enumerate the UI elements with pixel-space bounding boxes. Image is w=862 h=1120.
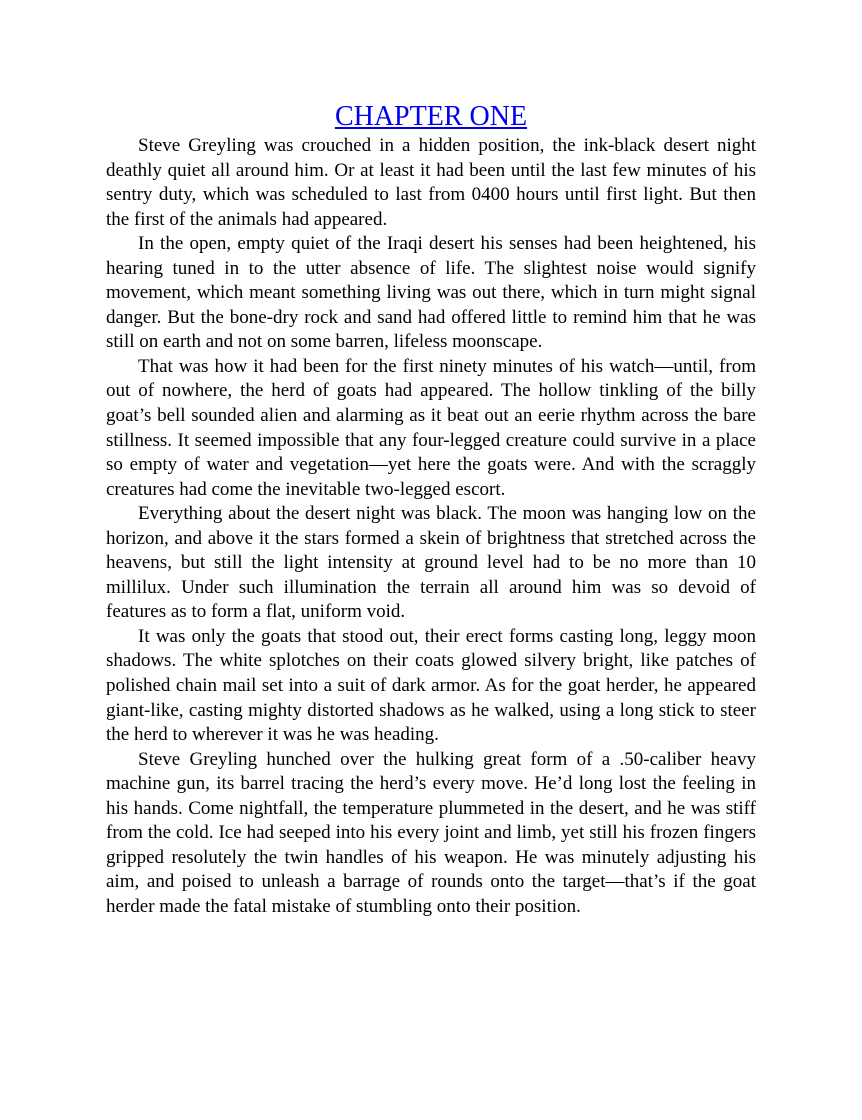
paragraph: In the open, empty quiet of the Iraqi desert his senses had been heightened, his hearing tuned in to the utter absence of life. The slightest noise would signify movement, which meant something living was out there, which in turn might signal danger. But the bone-dry rock and sand had offered little to remind him that he was still on earth and not on some barren, lifeless moonscape. xyxy=(106,233,756,353)
document-page xyxy=(106,100,756,920)
chapter-title-link[interactable]: CHAPTER ONE xyxy=(334,101,528,132)
paragraph: Steve Greyling hunched over the hulking great form of a .50-caliber heavy machine gun, its barrel tracing the herd’s every move. He’d long lost the feeling in his hands. Come nightfall, the temperature plummeted in the desert, and he was stiff from the cold. Ice had seeped into his every joint and limb, yet still his frozen fingers gripped resolutely the twin handles of his weapon. He was minutely adjusting his aim, and poised to unleash a barrage of rounds onto the target—that’s if the goat herder made the fatal mistake of stumbling onto their position. xyxy=(106,748,756,917)
paragraph: Everything about the desert night was black. The moon was hanging low on the horizon, and above it the stars formed a skein of brightness that stretched across the heavens, but still the light intensity at ground level had to be no more than 10 millilux. Under such illumination the terrain all around him was so devoid of features as to form a flat, uniform void. xyxy=(106,503,756,623)
paragraph: That was how it had been for the first ninety minutes of his watch—until, from out of nowhere, the herd of goats had appeared. The hollow tinkling of the billy goat’s bell sounded alien and alarming as it beat out an eerie rhythm across the bare stillness. It seemed impossible that any four-legged creature could survive in a place so empty of water and vegetation—yet here the goats were. And with the scraggly creatures had come the inevitable two-legged escort. xyxy=(106,355,756,500)
paragraph: Steve Greyling was crouched in a hidden position, the ink-black desert night deathly quiet all around him. Or at least it had been until the last few minutes of his sentry duty, which was scheduled to last from 0400 hours until first light. But then the first of the animals had appeared. xyxy=(106,135,756,230)
paragraph: It was only the goats that stood out, their erect forms casting long, leggy moon shadows. The white splotches on their coats glowed silvery bright, like patches of polished chain mail set into a suit of dark armor. As for the goat herder, he appeared giant-like, casting mighty distorted shadows as he walked, using a long stick to steer the herd to wherever it was he was heading. xyxy=(106,625,756,746)
